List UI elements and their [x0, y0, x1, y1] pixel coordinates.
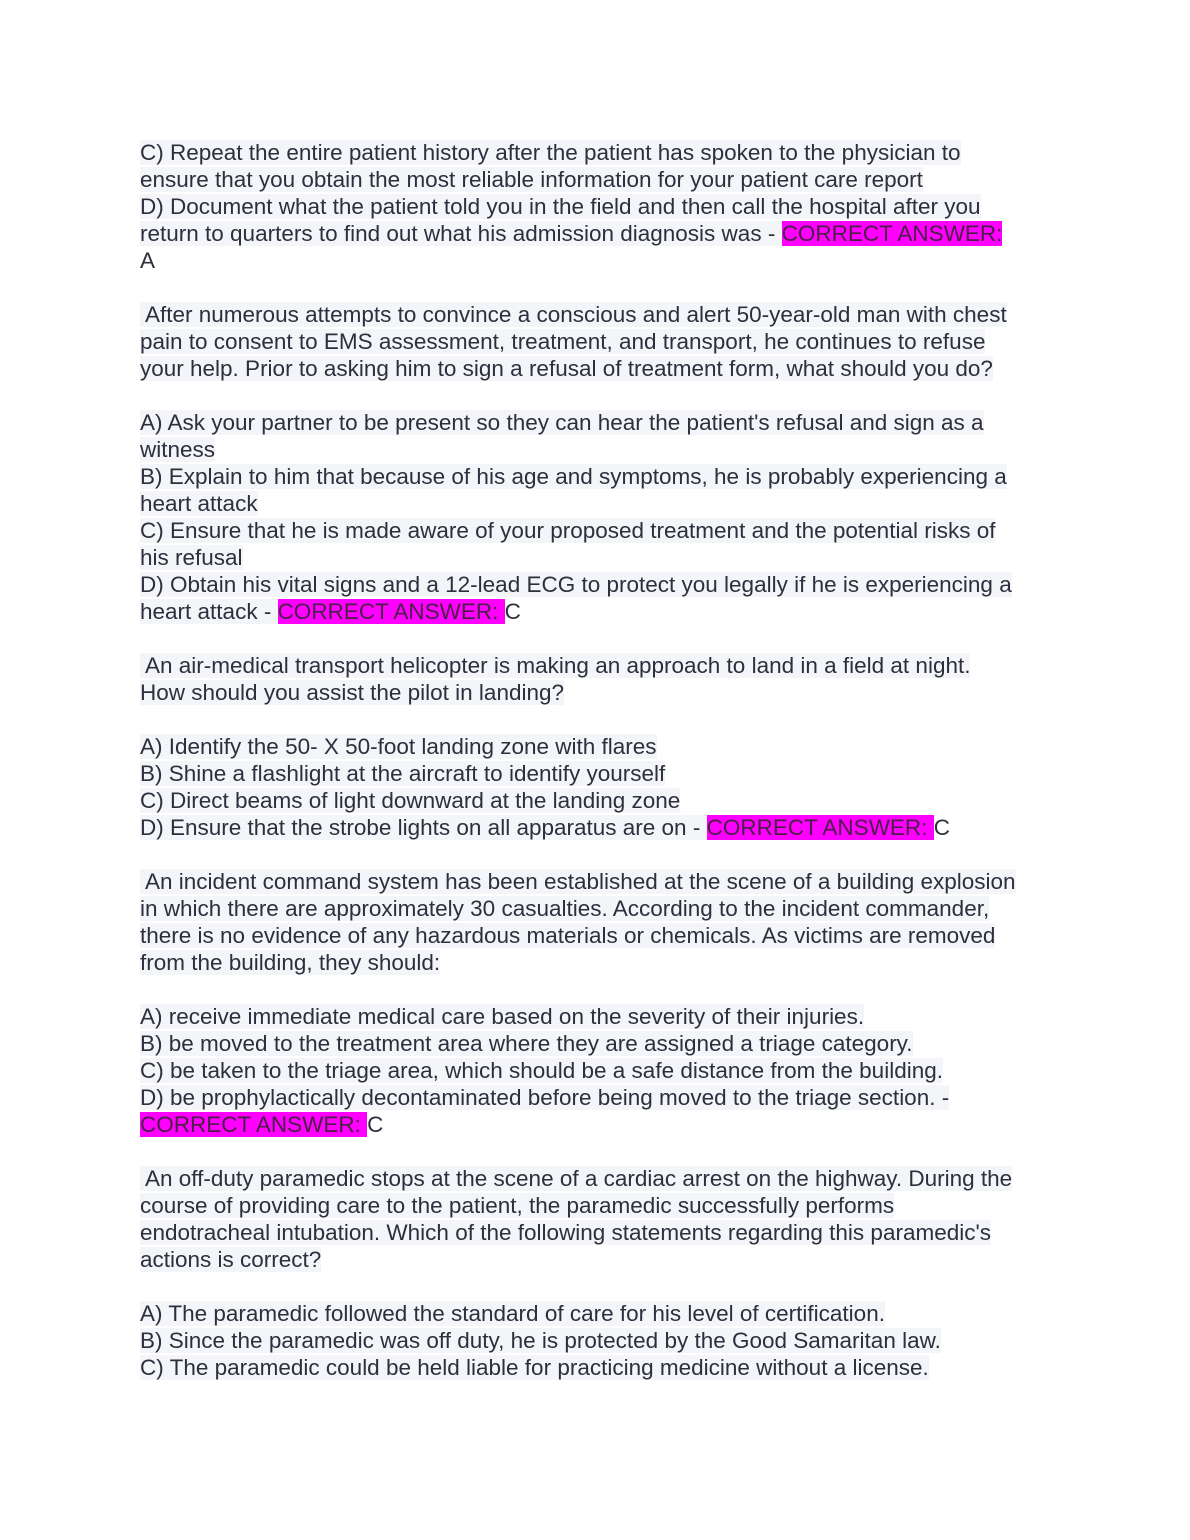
question-tail: [140, 139, 1060, 274]
option-line: B) Since the paramedic was off duty, he is protected by the Good Samaritan law.: [140, 1328, 941, 1353]
question-helicopter: [140, 652, 1060, 841]
answer-line: D) Ensure that the strobe lights on all apparatus are on - CORRECT ANSWER: C: [140, 815, 950, 840]
question-stem-line: your help. Prior to asking him to sign a refusal of treatment form, what should you do?: [140, 356, 993, 381]
question-stem-line: An air-medical transport helicopter is making an approach to land in a field at night.: [140, 653, 971, 678]
question-stem-line: endotracheal intubation. Which of the following statements regarding this paramedic's: [140, 1220, 992, 1245]
correct-answer-value: A: [140, 248, 156, 273]
question-stem-line: pain to consent to EMS assessment, treatment, and transport, he continues to refuse: [140, 329, 986, 354]
correct-answer-label: CORRECT ANSWER:: [706, 815, 934, 840]
answer-line: return to quarters to find out what his admission diagnosis was - CORRECT ANSWER:: [140, 221, 1003, 246]
option-line: C) Direct beams of light downward at the landing zone: [140, 788, 681, 813]
question-stem-line: How should you assist the pilot in landing?: [140, 680, 565, 705]
document-page: [140, 139, 1060, 1381]
option-line: his refusal: [140, 545, 243, 570]
answer-line: [140, 1111, 1060, 1138]
question-stem-line: actions is correct?: [140, 1247, 322, 1272]
answer-value-line: [140, 247, 1060, 274]
option-line: B) Shine a flashlight at the aircraft to identify yourself: [140, 761, 666, 786]
option-line: D) Document what the patient told you in the field and then call the hospital after you: [140, 194, 981, 219]
question-off-duty: [140, 1165, 1060, 1381]
correct-answer-value: C: [504, 599, 521, 624]
option-line: A) receive immediate medical care based on the severity of their injuries.: [140, 1004, 865, 1029]
question-refusal: [140, 301, 1060, 625]
question-stem-line: there is no evidence of any hazardous materials or chemicals. As victims are removed: [140, 923, 996, 948]
answer-line: heart attack - CORRECT ANSWER: C: [140, 599, 521, 624]
question-stem-line: An off-duty paramedic stops at the scene of a cardiac arrest on the highway. During the: [140, 1166, 1013, 1191]
correct-answer-label: CORRECT ANSWER:: [277, 599, 505, 624]
option-line: A) The paramedic followed the standard of care for his level of certification.: [140, 1301, 885, 1326]
question-stem-line: An incident command system has been established at the scene of a building explosion: [140, 869, 1016, 894]
question-stem-line: in which there are approximately 30 casualties. According to the incident commander,: [140, 896, 990, 921]
option-line: heart attack: [140, 491, 258, 516]
option-line: A) Identify the 50- X 50-foot landing zone with flares: [140, 734, 657, 759]
question-explosion: [140, 868, 1060, 1138]
question-stem-line: After numerous attempts to convince a conscious and alert 50-year-old man with chest: [140, 302, 1007, 327]
option-line: witness: [140, 437, 216, 462]
option-line: B) Explain to him that because of his age and symptoms, he is probably experiencing a: [140, 464, 1007, 489]
correct-answer-label: CORRECT ANSWER:: [140, 1112, 368, 1137]
option-line: C) The paramedic could be held liable for practicing medicine without a license.: [140, 1355, 929, 1380]
question-stem-line: from the building, they should:: [140, 950, 441, 975]
correct-answer-value: C: [367, 1112, 384, 1137]
correct-answer-value: C: [933, 815, 950, 840]
question-stem-line: course of providing care to the patient, the paramedic successfully performs: [140, 1193, 895, 1218]
option-line: ensure that you obtain the most reliable information for your patient care report: [140, 167, 923, 192]
option-line: C) be taken to the triage area, which should be a safe distance from the building.: [140, 1058, 943, 1083]
option-line: B) be moved to the treatment area where they are assigned a triage category.: [140, 1031, 913, 1056]
correct-answer-label: CORRECT ANSWER:: [781, 221, 1003, 246]
option-line: D) Obtain his vital signs and a 12-lead ECG to protect you legally if he is experiencing a: [140, 572, 1012, 597]
option-line: D) be prophylactically decontaminated before being moved to the triage section. -: [140, 1085, 950, 1110]
option-line: A) Ask your partner to be present so they can hear the patient's refusal and sign as a: [140, 410, 984, 435]
option-line: C) Repeat the entire patient history after the patient has spoken to the physician to: [140, 140, 961, 165]
option-line: C) Ensure that he is made aware of your proposed treatment and the potential risks of: [140, 518, 996, 543]
